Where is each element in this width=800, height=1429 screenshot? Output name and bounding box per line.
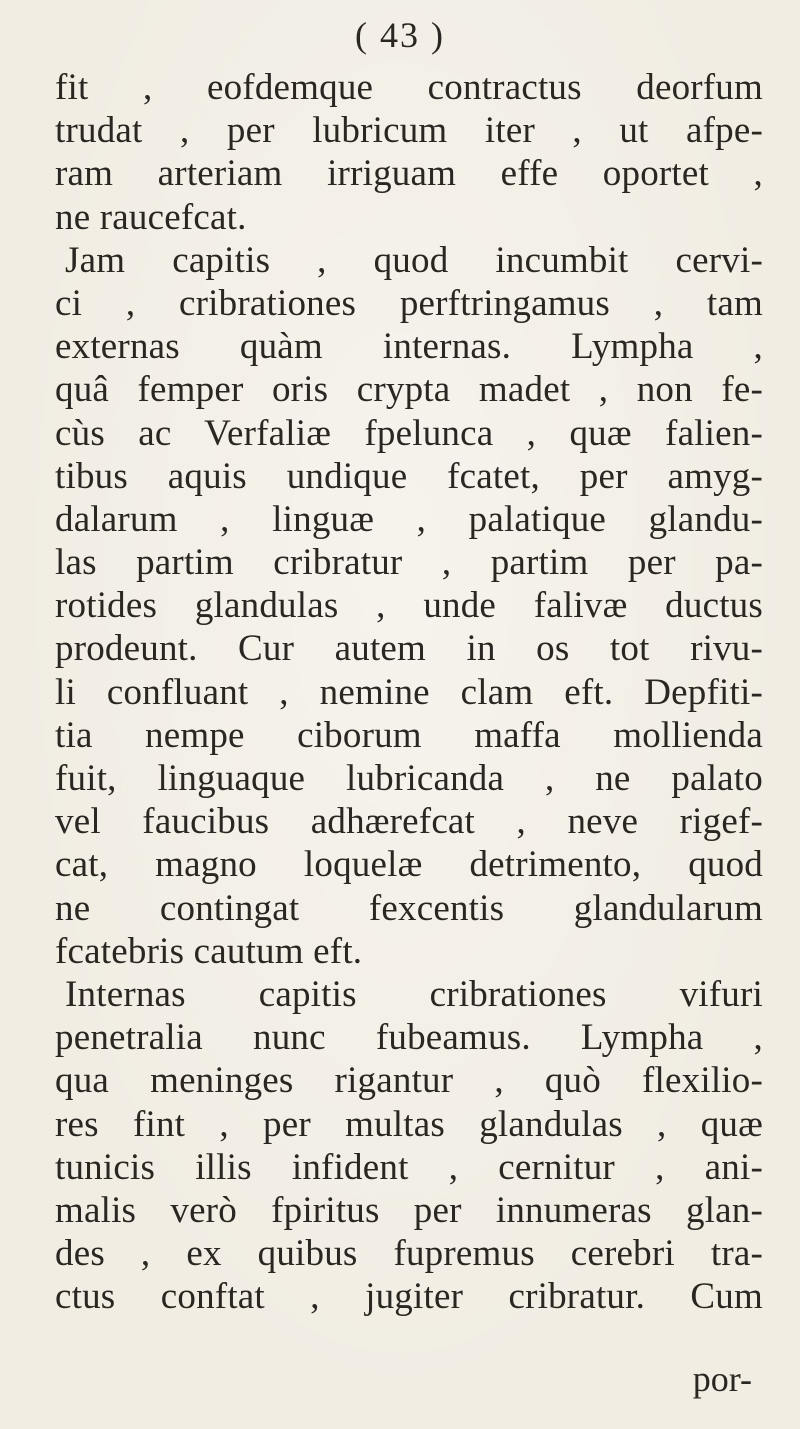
text-line: quâ femper oris crypta madet , non fe- <box>55 369 763 411</box>
text-line: dalarum , linguæ , palatique glandu- <box>55 498 763 540</box>
text-line: externas quàm internas. Lympha , <box>55 326 763 368</box>
text-line: fuit, linguaque lubricanda , ne palato <box>55 758 763 799</box>
text-line: li confluant , nemine clam eft. Depfiti- <box>55 671 763 713</box>
text-line: fit , eofdemque contractus deorfum <box>55 67 763 108</box>
text-line: trudat , per lubricum iter , ut afpe- <box>55 110 763 152</box>
text-line: ctus conftat , jugiter cribratur. Cum <box>55 1276 763 1318</box>
text-line: prodeunt. Cur autem in os tot rivu- <box>55 628 763 670</box>
text-line: tibus aquis undique fcatet, per amyg- <box>55 455 763 497</box>
paragraph-start-line: Internas capitis cribrationes vifuri <box>65 973 763 1015</box>
text-line: cat, magno loquelæ detrimento, quod <box>55 844 763 886</box>
text-line: tia nempe ciborum maffa mollienda <box>55 714 763 756</box>
text-line: ne contingat fexcentis glandularum <box>55 887 763 929</box>
text-line: ci , cribrationes perftringamus , tam <box>55 282 763 324</box>
text-line: res fint , per multas glandulas , quæ <box>55 1103 763 1145</box>
text-line: des , ex quibus fupremus cerebri tra- <box>55 1233 763 1275</box>
text-line: vel faucibus adhærefcat , neve rigef- <box>55 801 763 843</box>
body-text <box>55 66 763 1318</box>
paragraph-start-line: Jam capitis , quod incumbit cervi- <box>65 239 763 281</box>
page-number: ( 43 ) <box>355 15 445 55</box>
text-line: fcatebris cautum eft. <box>55 930 363 972</box>
catchword: por- <box>692 1359 752 1399</box>
text-line: cùs ac Verfaliæ fpelunca , quæ falien- <box>55 412 763 454</box>
text-line: malis verò fpiritus per innumeras glan- <box>55 1189 763 1231</box>
text-line: qua meninges rigantur , quò flexilio- <box>55 1060 763 1102</box>
text-line: rotides glandulas , unde falivæ ductus <box>55 585 763 627</box>
text-line: tunicis illis infident , cernitur , ani- <box>55 1146 763 1188</box>
text-line: penetralia nunc fubeamus. Lympha , <box>55 1017 763 1059</box>
text-line: las partim cribratur , partim per pa- <box>55 542 763 584</box>
text-line: ne raucefcat. <box>55 196 247 238</box>
text-line: ram arteriam irriguam effe oportet , <box>55 153 763 195</box>
